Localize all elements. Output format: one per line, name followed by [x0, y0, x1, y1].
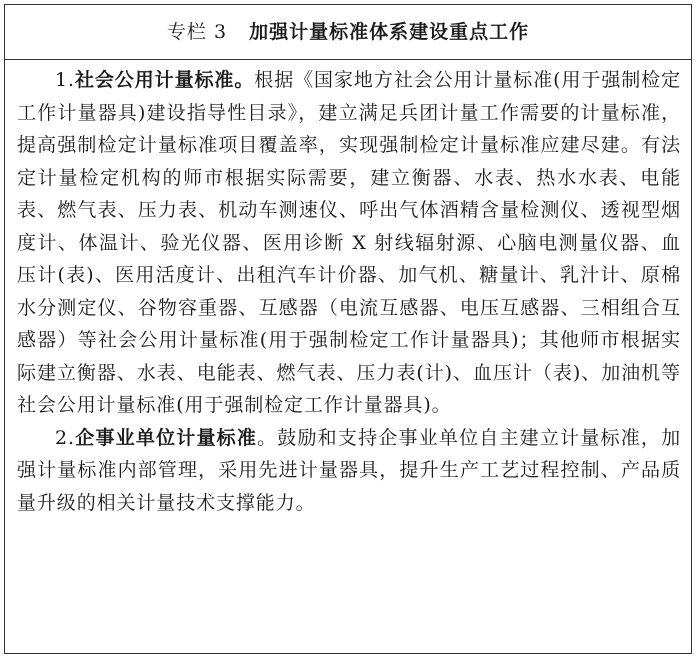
paragraph-lead: 企事业单位计量标准: [74, 426, 258, 449]
paragraph-body: 。鼓励和支持企事业单位自主建立计量标准，加强计量标准内部管理，采用先进计量器具，提升生产工艺过程控制、产品质量升级的相关计量技术支撑能力。: [17, 426, 681, 514]
box-title-text: 加强计量标准体系建设重点工作: [249, 21, 530, 43]
box-content: [5, 60, 691, 519]
feature-box: [4, 4, 692, 654]
paragraph-public-standards: [17, 64, 681, 422]
paragraph-lead: 社会公用计量标准。: [74, 69, 255, 91]
paragraph-body: 根据《国家地方社会公用计量标准(用于强制检定工作计量器具)建设指导性目录》，建立满足兵团计量工作需要的计量标准，提高强制检定计量标准项目覆盖率，实现强制检定计量标准应建尽建。有法定计量检定机构的师市根据实际需要，建立衡器、水表、热水水表、电能表、燃气表、压力表、机动车测速仪、呼出气体酒精含量检测仪、透视型烟度计、体温计、验光仪器、医用诊断 X 射线辐射源、心脑电测量仪器、血压计(表)、医用活度计、出租汽车计价器、加气机、糖量计、乳汁计、原棉水分测定仪、谷物容重器、互感器（电流互感器、电压互感器、三相组合互感器）等社会公用计量标准(用于强制检定工作计量器具)；其他师市根据实际建立衡器、水表、电能表、燃气表、压力表(计)、血压计（表)、加油机等社会公用计量标准(用于强制检定工作计量器具)。: [17, 69, 681, 416]
box-title-prefix: 专栏 3: [166, 21, 228, 43]
box-title: [5, 5, 691, 60]
paragraph-enterprise-standards: [17, 422, 681, 520]
paragraph-number: 1.: [55, 69, 75, 91]
paragraph-number: 2.: [55, 426, 75, 449]
